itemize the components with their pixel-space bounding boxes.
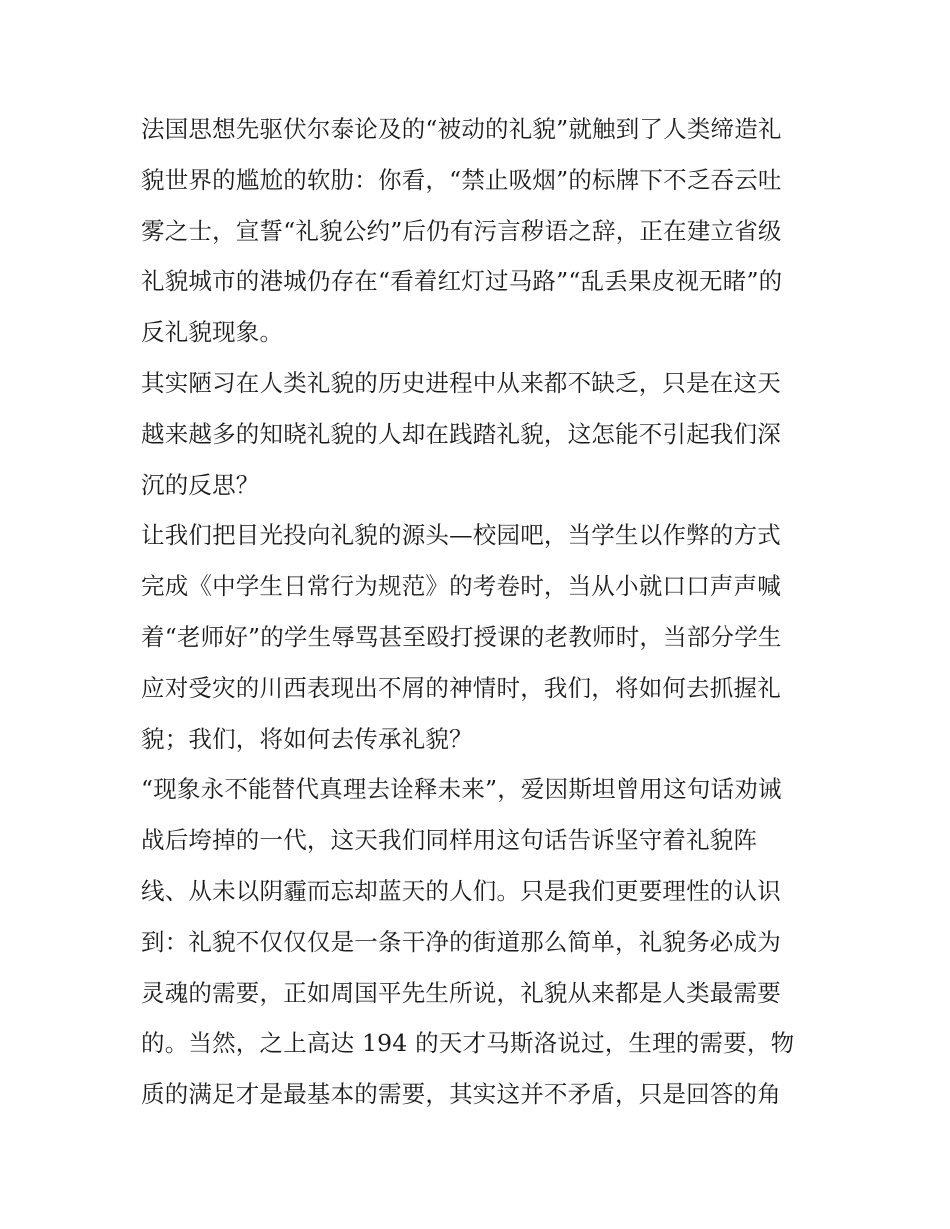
text-line: 的。当然，之上高达 194 的天才马斯洛说过，生理的需要，物 bbox=[141, 1029, 795, 1058]
text-line: 沉的反思？ bbox=[141, 470, 260, 499]
text-line: 完成《中学生日常行为规范》的考卷时，当从小就口口声声喊 bbox=[141, 572, 781, 601]
text-line: 质的满足才是最基本的需要，其实这并不矛盾，只是回答的角 bbox=[141, 1080, 781, 1109]
text-line: 战后垮掉的一代，这天我们同样用这句话告诉坚守着礼貌阵 bbox=[141, 826, 758, 855]
text-line: 貌世界的尴尬的软肋：你看，“禁止吸烟”的标牌下不乏吞云吐 bbox=[141, 165, 782, 194]
text-line: “现象永不能替代真理去诠释未来”，爱因斯坦曾用这句话劝诫 bbox=[141, 775, 782, 804]
text-line: 让我们把目光投向礼貌的源头—校园吧，当学生以作弊的方式 bbox=[141, 521, 781, 550]
paragraph-1 bbox=[141, 104, 813, 358]
text-line: 着“老师好”的学生辱骂甚至殴打授课的老教师时，当部分学生 bbox=[141, 622, 782, 651]
text-line: 法国思想先驱伏尔泰论及的“被动的礼貌”就触到了人类缔造礼 bbox=[141, 115, 782, 143]
paragraph-4 bbox=[141, 764, 813, 1170]
text-line bbox=[141, 1120, 813, 1171]
paragraph-3 bbox=[141, 510, 813, 764]
document-body bbox=[141, 104, 813, 1171]
text-line: 雾之士，宣誓“礼貌公约”后仍有污言秽语之辞，正在建立省级 bbox=[141, 216, 782, 245]
paragraph-2 bbox=[141, 358, 813, 510]
text-line: 应对受灾的川西表现出不屑的神情时，我们，将如何去抓握礼 bbox=[141, 673, 781, 702]
text-line: 其实陋习在人类礼貌的历史进程中从来都不缺乏，只是在这天 bbox=[141, 368, 781, 397]
text-line: 越来越多的知晓礼貌的人却在践踏礼貌，这怎能不引起我们深 bbox=[141, 419, 781, 448]
text-line: 貌；我们，将如何去传承礼貌？ bbox=[141, 724, 473, 753]
text-line: 到：礼貌不仅仅仅是一条干净的街道那么简单，礼貌务必成为 bbox=[141, 927, 781, 956]
text-line: 礼貌城市的港城仍存在“看着红灯过马路”“乱丢果皮视无睹”的 bbox=[141, 267, 783, 296]
text-line: 线、从未以阴霾而忘却蓝天的人们。只是我们更要理性的认识 bbox=[141, 876, 781, 905]
text-line: 反礼貌现象。 bbox=[141, 318, 284, 347]
text-line: 灵魂的需要，正如周国平先生所说，礼貌从来都是人类最需要 bbox=[141, 978, 781, 1007]
